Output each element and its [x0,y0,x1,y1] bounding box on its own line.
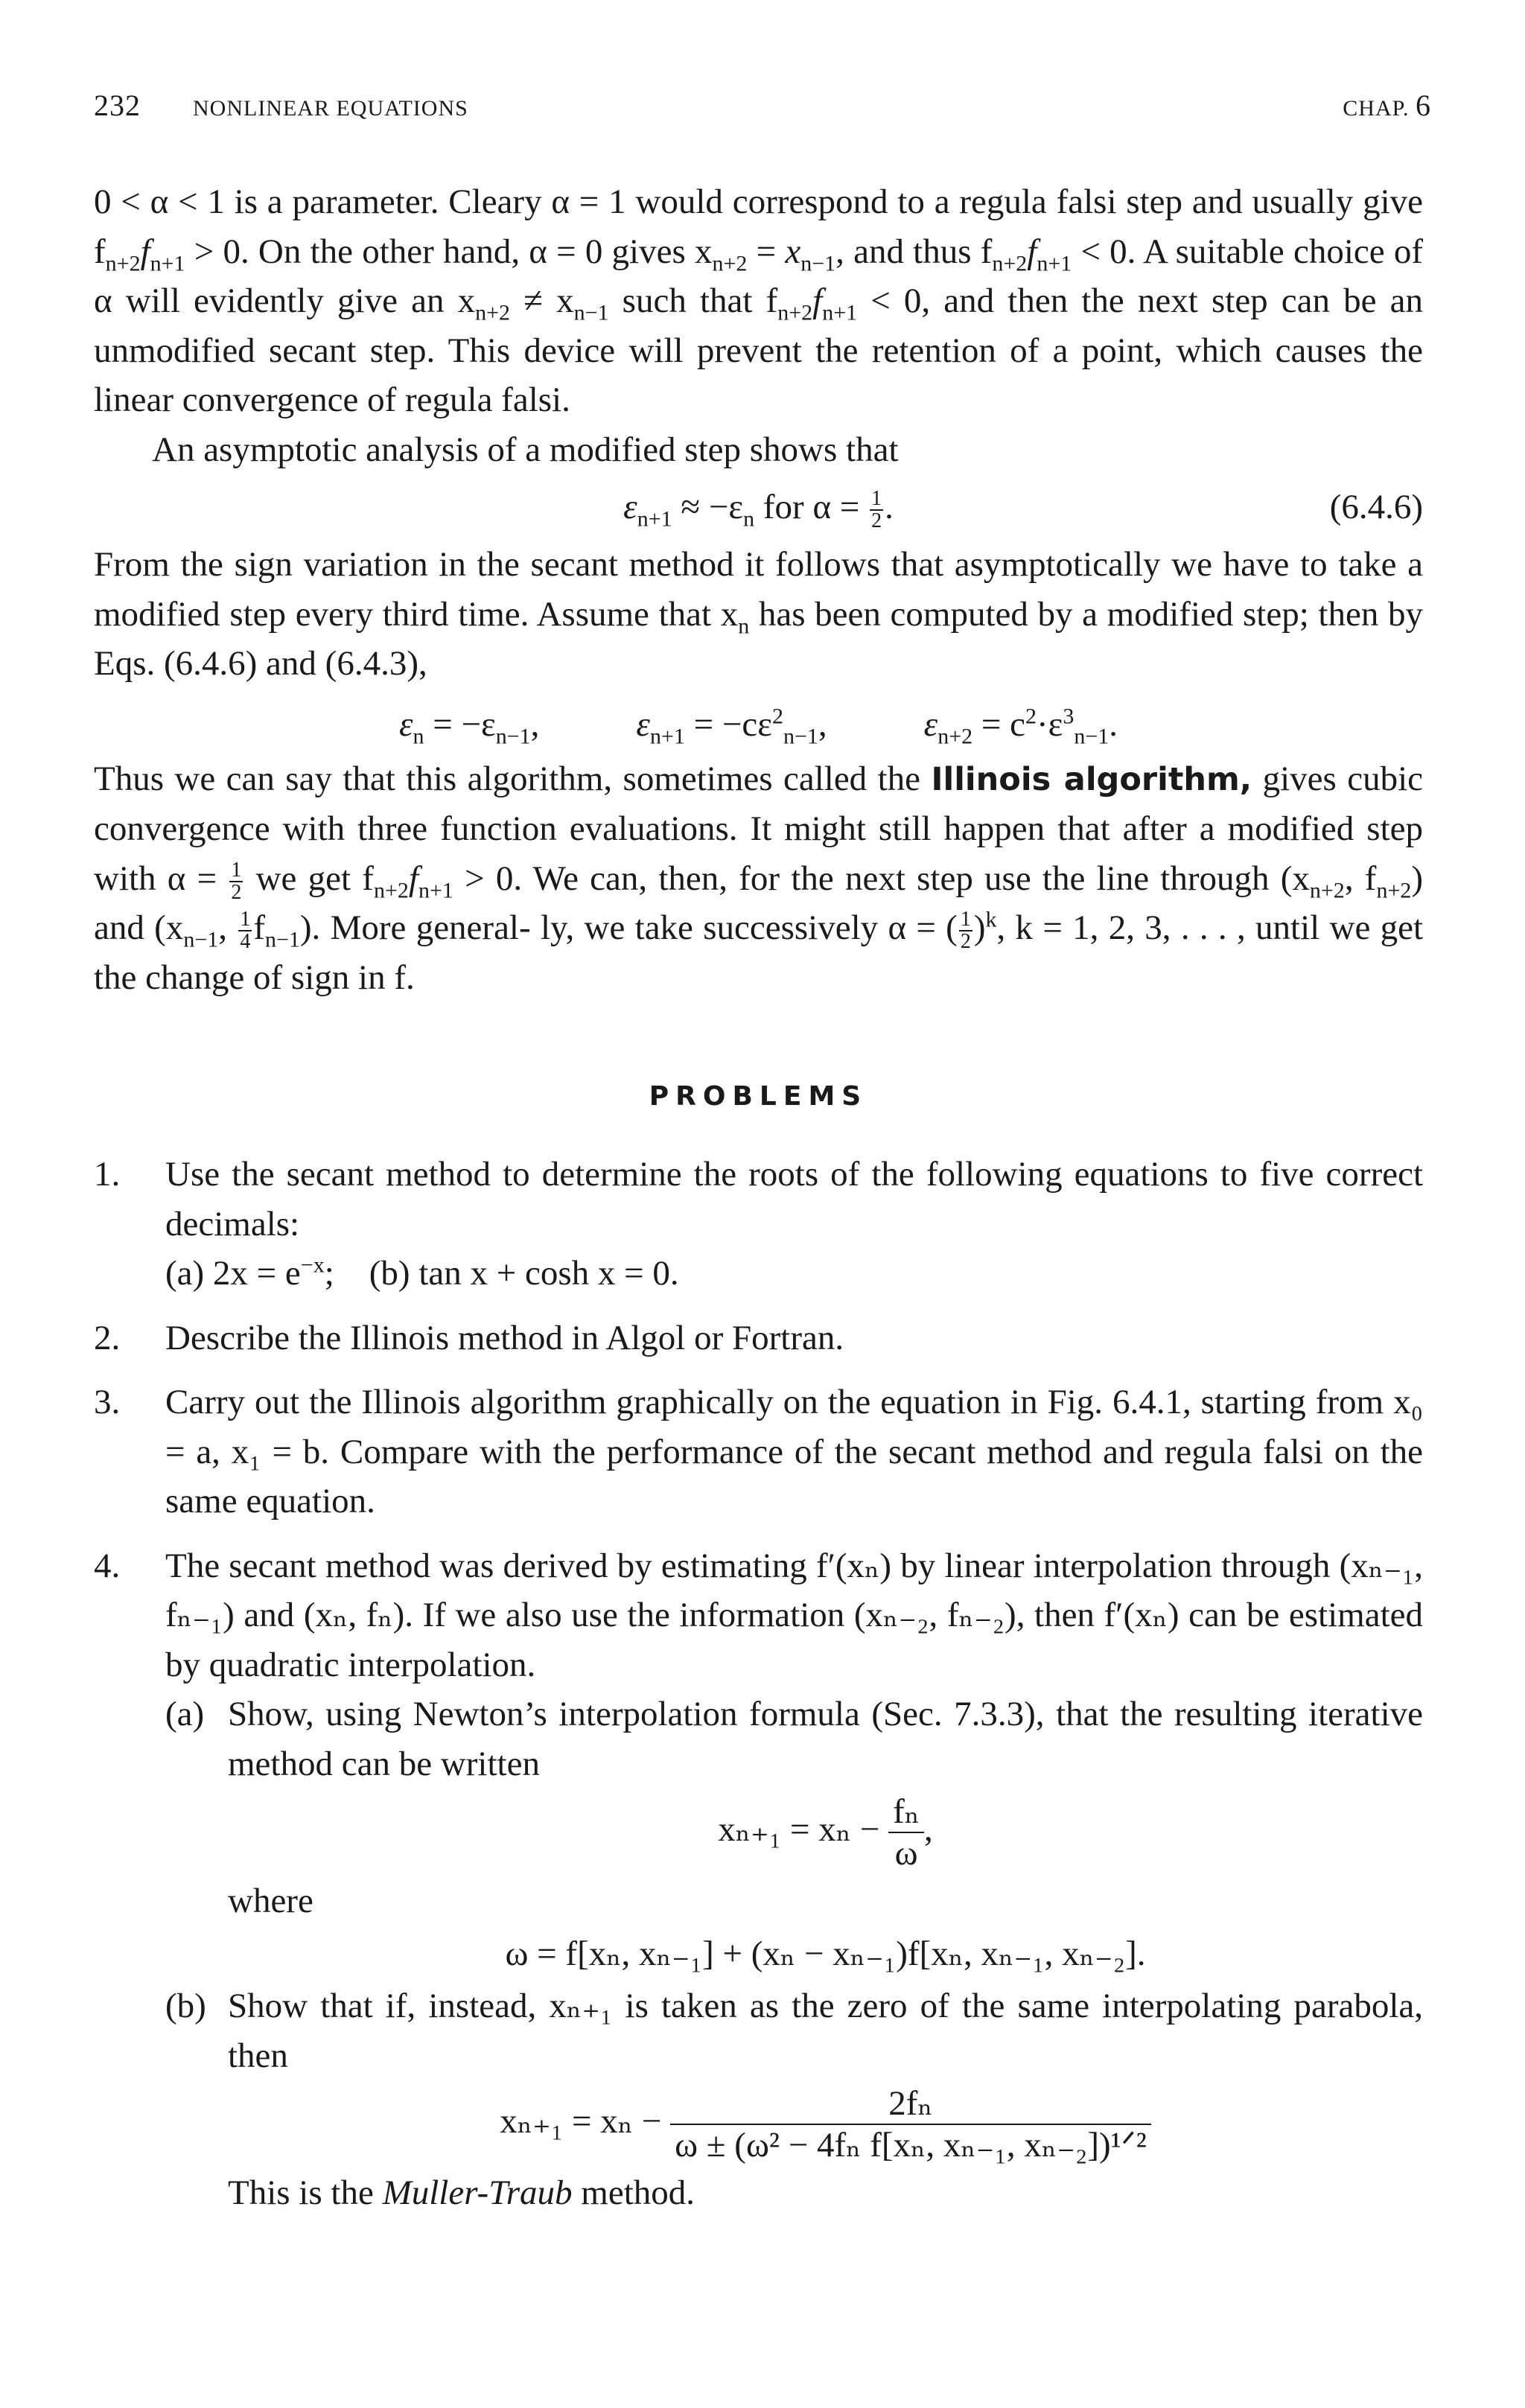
p3-l2b-text: has been [749,594,881,634]
r3b: = c [972,704,1025,744]
p1-part-b: (b) tan x + cosh x = 0. [369,1254,679,1293]
formula-den: ω ± (ω² − 4fₙ f[xₙ, xₙ₋₁, xₙ₋₂])¹ᐟ² [675,2126,1147,2165]
problem-number: 3. [94,1383,121,1421]
p1-line-4: ≠ $x_{n-1}$ such that $f_{n+2}f_{n+1} < 0$, and then the next step can be an unmodified [94,281,1424,370]
p4-l4e: f [253,908,265,947]
p1-l4c-text: < 0, and then the next step can be an unmodified [94,281,1424,370]
p1-part-a: (a) 2x = e [165,1254,301,1293]
p1-l2-text: step and usually give f [94,182,1423,271]
p1-line-1: 0 < α < 1 is a parameter. Cleary α = 1 would correspond to a regula falsi [94,182,1117,221]
p4-line-2: gives cubic convergence with three function evaluations. It might still happen [94,759,1423,848]
eq646-lhs: ε [623,488,637,526]
fraction-one-half [870,488,883,532]
formula-num: fₙ [888,1791,924,1833]
p1-line-2: step and usually give $f_{n+2}f_{n+1} > 0$. On the other hand, α = 0 gives $x_{n+2}$ = [94,182,1423,275]
p1-line-5: secant step. This device will prevent the retention of a point, which causes the [269,331,1424,370]
paragraph-3 [94,540,1423,689]
frac-den: 2 [871,509,882,533]
problem-4-part-a [165,1689,1423,1978]
formula-den: ω [894,1834,918,1873]
page-number: 232 [94,89,141,122]
chapter-label [1343,88,1431,123]
p4-l4f: ). More general- [299,908,531,947]
page-body [94,177,1423,2233]
relation-1: $\varepsilon_n = -\varepsilon_{n-1}$, [398,704,540,748]
relation-2: $\varepsilon_{n+1} = -c\varepsilon^2_{n-1}$, [636,703,827,748]
r1b: = −ε [424,704,496,744]
error-relations [94,695,1423,754]
problem-1-text: Use the secant method to determine the roots of the following equations to five correct decimals: [165,1155,1423,1243]
muller-traub-formula [228,2083,1423,2165]
running-title: NONLINEAR EQUATIONS [193,96,468,121]
r2a: ε [636,704,650,744]
p1-l2c-text: = [747,232,777,271]
p4-l5c: , k = 1, 2, 3, . . . , until we get the change of [94,908,1424,997]
equation-6-4-6-body: $\varepsilon_{n+1} \approx -\varepsilon_n$ for α = $\frac{1}{2}$ . [623,487,894,533]
problem-4-part-b [165,1981,1423,2218]
p1-part-a-end: ; [324,1254,334,1293]
p1-l3b-text: < 0. A suitable choice of α will evidently give an x [94,232,1423,320]
formula-lhs: xₙ₊₁ = xₙ − [718,1809,889,1849]
p1-l4-text: ≠ x [523,281,574,320]
p4-line-5: ly, we take successively α = ( $\frac{1}{2}$ )$^k$, k = 1, 2, 3, . . . , until we get the change of [94,907,1424,997]
problem-3-text: Carry out the Illinois algorithm graphically on the equation in Fig. 6.4.1, starting from x₀ = a, x₁ = b. Compare with the performance of the secant method and regula falsi on the same equation. [165,1383,1423,1520]
omega-definition: ω = f[xₙ, xₙ₋₁] + (xₙ − xₙ₋₁)f[xₙ, xₙ₋₁, xₙ₋₂]. [505,1934,1146,1973]
p4-l4c: ) and (x [94,859,1424,947]
relation-3: $\varepsilon_{n+2} = c^2\cdot\varepsilon^3_{n-1}$. [923,703,1118,748]
part-b-closing [228,2168,1423,2218]
problem-3 [94,1377,1423,1526]
p3-line-3: computed by a modified step; then by Eqs. (6.4.6) and (6.4.3), [94,594,1423,683]
paragraph-2: An asymptotic analysis of a modified step shows that [152,430,899,469]
problems-heading: PROBLEMS [649,1081,868,1112]
fraction-one-half-2 [229,860,243,903]
problem-number: 1. [94,1155,121,1194]
p3-line-1: From the sign variation in the secant method it follows that asymptotically [94,545,1161,584]
p1-l2b-text: > 0. On the other hand, α = 0 gives x [185,232,713,271]
r3c: ·ε [1036,704,1063,744]
formula-num: 2fₙ [670,2083,1151,2125]
paragraph-1 [94,177,1423,425]
fraction-one-quarter: $\frac{1}{4}$ [240,908,251,954]
frac-num: 1 [231,858,242,882]
illinois-term: Illinois algorithm, [931,760,1252,798]
part-label: (b) [165,1987,206,2025]
where-label: where [228,1882,313,1920]
problem-1 [94,1150,1423,1299]
p4-l3b: we get f [244,859,374,898]
problem-number: 4. [94,1546,121,1585]
p3-l2-text: we have to take a modified step every third time. Assume that x [94,545,1423,634]
formula-fraction [888,1791,924,1873]
problem-4 [94,1541,1423,2218]
problem-2 [94,1313,1423,1363]
closing-b: method. [572,2173,695,2212]
problem-2-text: Describe the Illinois method in Algol or Fortran. [165,1318,844,1357]
r3a: ε [923,704,938,744]
p4-l4a: the next step use the line through (x [791,859,1310,898]
part-a-text: Show, using Newton’s interpolation formula (Sec. 7.3.3), that the resulting iterative method can be written [228,1695,1423,1783]
p4-l3c: > 0. We can, then, for [453,859,780,898]
p4-l1a: Thus we can say that this algorithm, sometimes called the [94,759,932,798]
part-b-text: Show that if, instead, xₙ₊₁ is taken as the zero of the same interpolating parabola, then [228,1987,1423,2075]
p1-l3-text: , and thus f [835,232,993,271]
frac-num: 1 [871,487,882,511]
chapter-number: 6 [1416,89,1431,122]
part-label: (a) [165,1695,205,1733]
p4-l3a: that after a modified step with α = [94,809,1424,898]
p4-line-1 [94,759,1252,798]
problem-number: 2. [94,1318,121,1357]
r2b: = −cε [684,704,772,744]
p3-line-2: we have to take a modified step every third time. Assume that $x_n$ has been [94,545,1423,638]
formula-lhs: xₙ₊₁ = xₙ − [500,2101,671,2141]
p4-l5b: ) [973,908,986,947]
equation-tag: (6.4.6) [1329,488,1423,526]
p1-line-6: linear convergence of regula falsi. [94,380,570,419]
p4-line-4: the next step use the line through ($x_{n+2}$, $f_{n+2}$) and ($x_{n-1}$, $\frac{1}{4}$ $f_{n-1}$). More general- [94,859,1424,954]
p1-line-3: $x_{n-1}$, and thus $f_{n+2}f_{n+1} < 0$. A suitable choice of α will evidently give an $x_{n+2}$ [94,232,1423,325]
formula-tail: , [924,1809,933,1849]
formula-fraction [670,2083,1151,2165]
p4-l4d: , [218,908,238,947]
r1a: ε [398,704,413,744]
method-name: Muller-Traub [382,2173,573,2212]
p4-l4b: , f [1344,859,1377,898]
p4-l5a: ly, we take successively α = ( [540,908,958,947]
paragraph-4 [94,754,1423,1003]
closing-a: This is the [228,2173,383,2212]
problem-4-intro: The secant method was derived by estimating f′(xₙ) by linear interpolation through (xₙ₋₁, fₙ₋₁) and (xₙ, fₙ). If we also use the information (xₙ₋₂, fₙ₋₂), then f′(xₙ) can be estimated by quadratic interpolation. [165,1546,1423,1684]
secant-quadratic-formula [228,1791,1423,1873]
eq646-mid: ≈ −ε [672,488,744,526]
chapter-label-text: CHAP. [1343,96,1410,121]
equation-6-4-6 [94,480,1423,534]
p1-part-a-exp: −x [300,1252,325,1278]
frac-den: 2 [231,880,242,904]
p1-l4b-text: such that f [608,281,778,320]
fraction-one-half-3: $\frac{1}{2}$ [960,908,971,954]
p4-line-6: sign in f. [290,958,415,997]
problem-1-parts [165,1249,1423,1299]
p4-line-3: that after a modified step with α = $\frac{1}{2}$ we get $f_{n+2}f_{n+1} > 0$. We can, then, for [94,809,1424,904]
running-header [94,88,1431,133]
eq646-cond: for α = [754,488,869,526]
